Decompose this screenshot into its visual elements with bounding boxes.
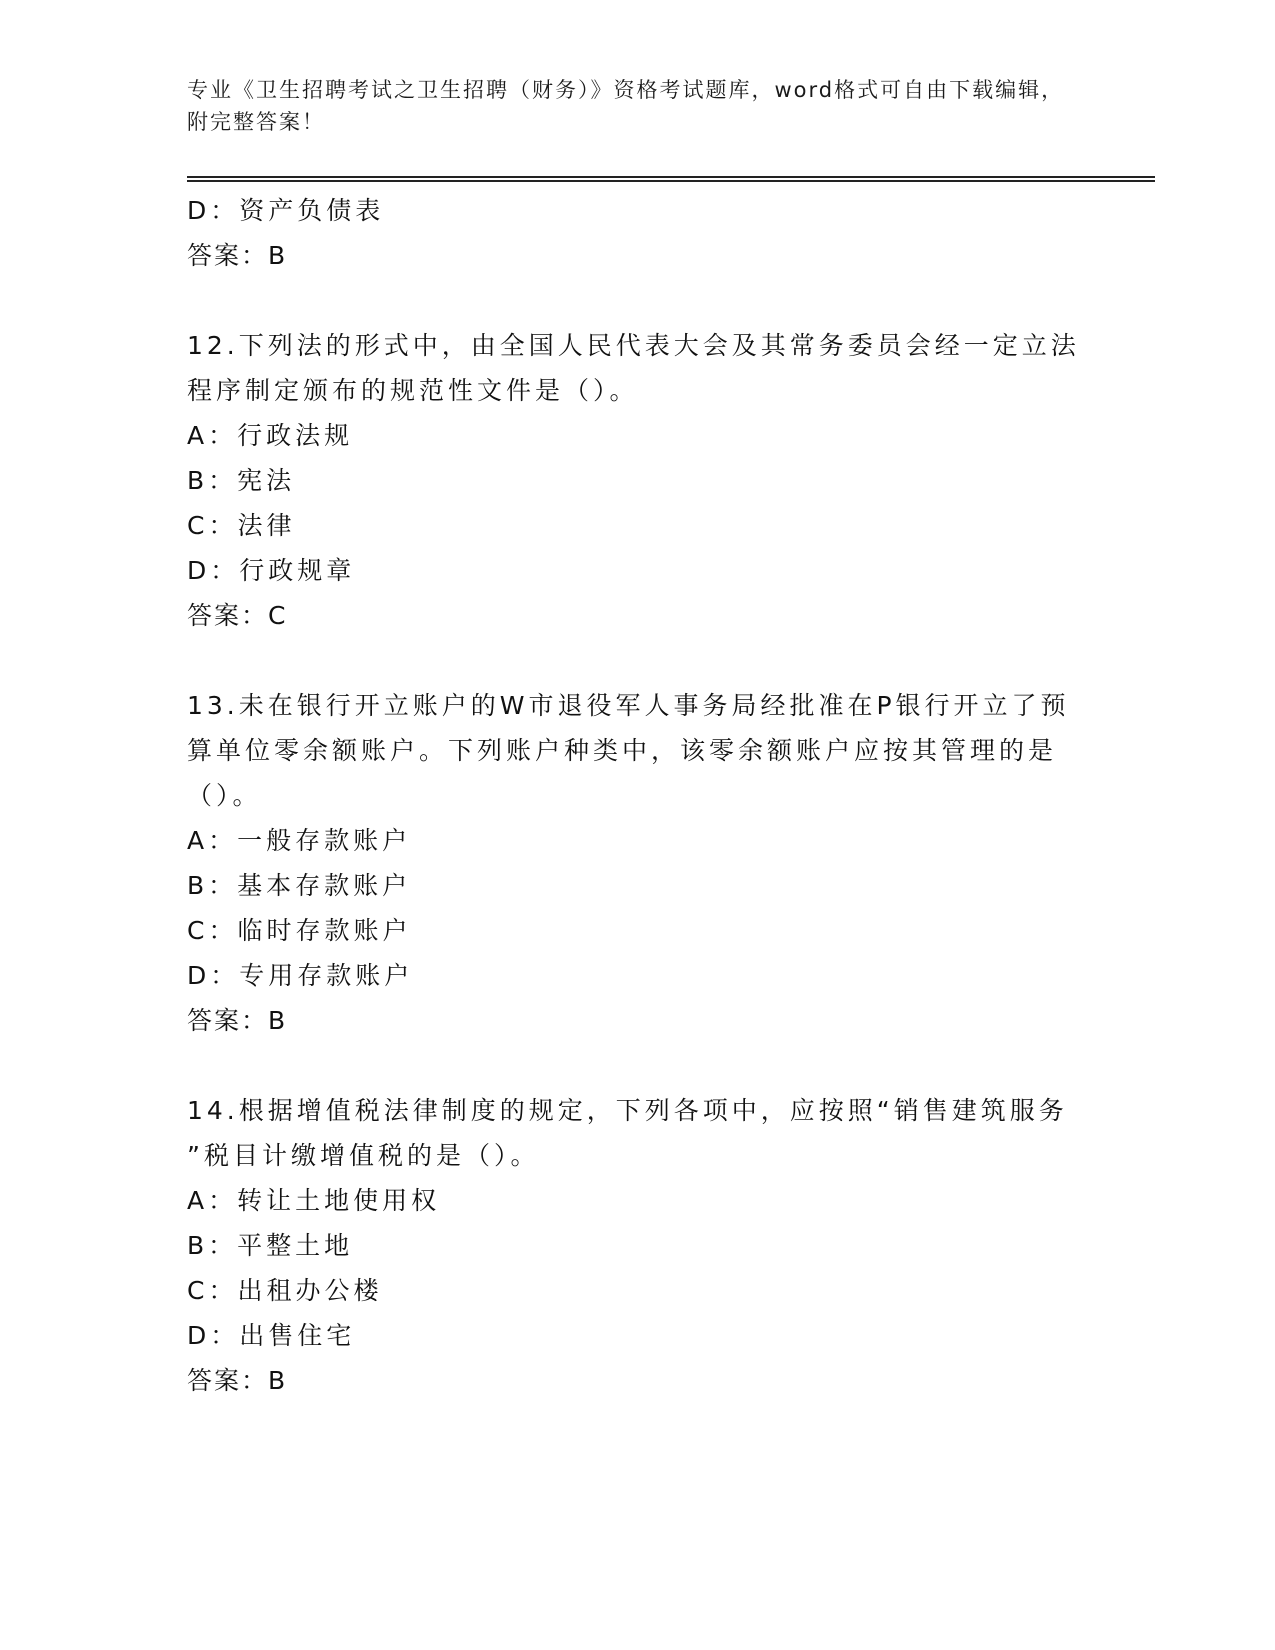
answer-line: 答案：B — [187, 241, 288, 270]
option-b: B：基本存款账户 — [187, 871, 412, 900]
option-b: B：宪法 — [187, 466, 296, 495]
question-13 — [187, 683, 1087, 1043]
option-d: D：行政规章 — [187, 556, 356, 585]
previous-question-tail — [187, 188, 1087, 278]
option-a: A：行政法规 — [187, 421, 354, 450]
option-a: A：一般存款账户 — [187, 826, 412, 855]
option-b: B：平整土地 — [187, 1231, 354, 1260]
answer-line: 答案：B — [187, 1366, 288, 1395]
option-d: D：资产负债表 — [187, 196, 385, 225]
option-c: C：临时存款账户 — [187, 916, 412, 945]
option-c: C：出租办公楼 — [187, 1276, 383, 1305]
question-stem-line: 13.未在银行开立账户的W市退役军人事务局经批准在P银行开立了预 — [187, 691, 1070, 720]
question-stem-line: 算单位零余额账户。下列账户种类中，该零余额账户应按其管理的是 — [187, 736, 1058, 765]
question-stem-line: 12.下列法的形式中，由全国人民代表大会及其常务委员会经一定立法 — [187, 331, 1080, 360]
option-c: C：法律 — [187, 511, 296, 540]
question-14 — [187, 1088, 1087, 1403]
option-d: D：专用存款账户 — [187, 961, 414, 990]
question-content — [187, 188, 1087, 1403]
document-header: 专业《卫生招聘考试之卫生招聘（财务）》资格考试题库，word格式可自由下载编辑，附完整答案！ — [187, 78, 1065, 134]
option-d: D：出售住宅 — [187, 1321, 356, 1350]
header-divider — [187, 176, 1155, 182]
option-a: A：转让土地使用权 — [187, 1186, 441, 1215]
answer-line: 答案：C — [187, 601, 288, 630]
question-stem-line: ”税目计缴增值税的是（）。 — [187, 1141, 540, 1170]
answer-line: 答案：B — [187, 1006, 288, 1035]
question-stem-line: （）。 — [187, 781, 262, 810]
question-stem-line: 14.根据增值税法律制度的规定，下列各项中，应按照“销售建筑服务 — [187, 1096, 1068, 1125]
question-12 — [187, 323, 1087, 638]
question-stem-line: 程序制定颁布的规范性文件是（）。 — [187, 376, 639, 405]
